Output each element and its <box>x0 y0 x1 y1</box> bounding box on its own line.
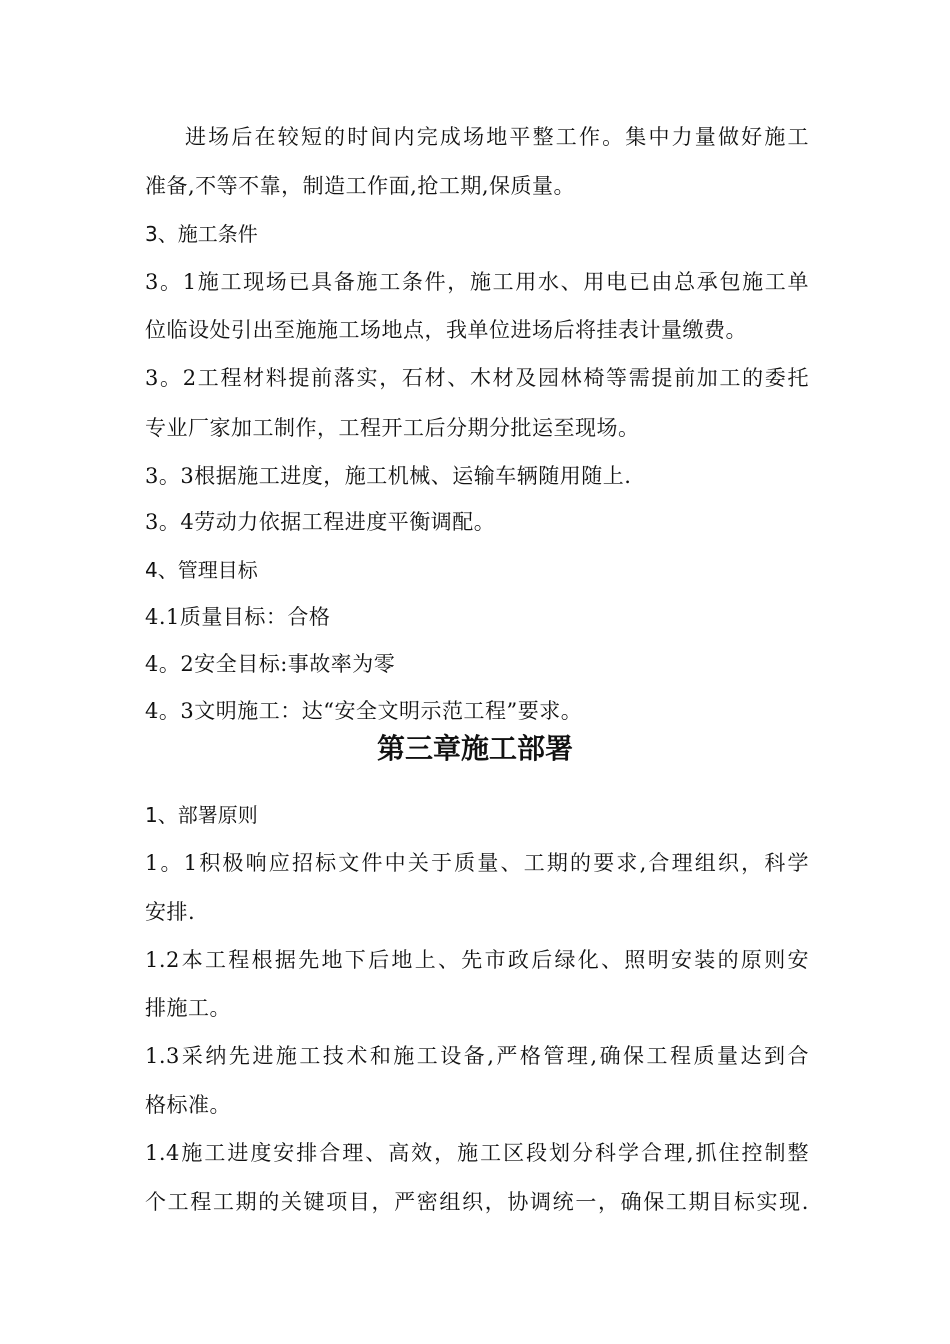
paragraph-line: 专业厂家加工制作，工程开工后分期分批运至现场。 <box>145 416 640 440</box>
paragraph-line: 1.3采纳先进施工技术和施工设备,严格管理,确保工程质量达到合 <box>145 1044 809 1068</box>
chapter-title: 第三章施工部署 <box>376 732 573 765</box>
paragraph-line: 4。2安全目标:事故率为零 <box>145 652 396 676</box>
paragraph-line: 1.2本工程根据先地下后地上、先市政后绿化、照明安装的原则安 <box>145 948 809 972</box>
section-heading: 1、部署原则 <box>145 803 258 827</box>
paragraph-line: 4。3文明施工：达“安全文明示范工程”要求。 <box>145 699 583 723</box>
paragraph-line: 安排. <box>145 900 196 924</box>
paragraph-line: 位临设处引出至施施工场地点，我单位进场后将挂表计量缴费。 <box>145 318 747 342</box>
paragraph-line: 1.4施工进度安排合理、高效，施工区段划分科学合理,抓住控制整 <box>145 1141 809 1165</box>
paragraph-line: 准备,不等不靠，制造工作面,抢工期,保质量。 <box>145 174 576 198</box>
section-heading: 3、施工条件 <box>145 222 258 246</box>
paragraph-line: 3。1施工现场已具备施工条件，施工用水、用电已由总承包施工单 <box>145 270 809 294</box>
paragraph-line: 3。4劳动力依据工程进度平衡调配。 <box>145 510 496 534</box>
paragraph-line: 格标准。 <box>145 1093 231 1117</box>
section-heading: 4、管理目标 <box>145 558 258 582</box>
paragraph-line: 排施工。 <box>145 996 231 1020</box>
paragraph-line: 4.1质量目标：合格 <box>145 605 331 629</box>
paragraph-line: 3。3根据施工进度，施工机械、运输车辆随用随上. <box>145 464 632 488</box>
paragraph-line: 1。1积极响应招标文件中关于质量、工期的要求,合理组织，科学 <box>145 851 809 875</box>
paragraph-line: 进场后在较短的时间内完成场地平整工作。集中力量做好施工 <box>185 125 809 149</box>
paragraph-line: 3。2工程材料提前落实，石材、木材及园林椅等需提前加工的委托 <box>145 366 809 390</box>
paragraph-line: 个工程工期的关键项目，严密组织，协调统一，确保工期目标实现. <box>145 1190 809 1214</box>
